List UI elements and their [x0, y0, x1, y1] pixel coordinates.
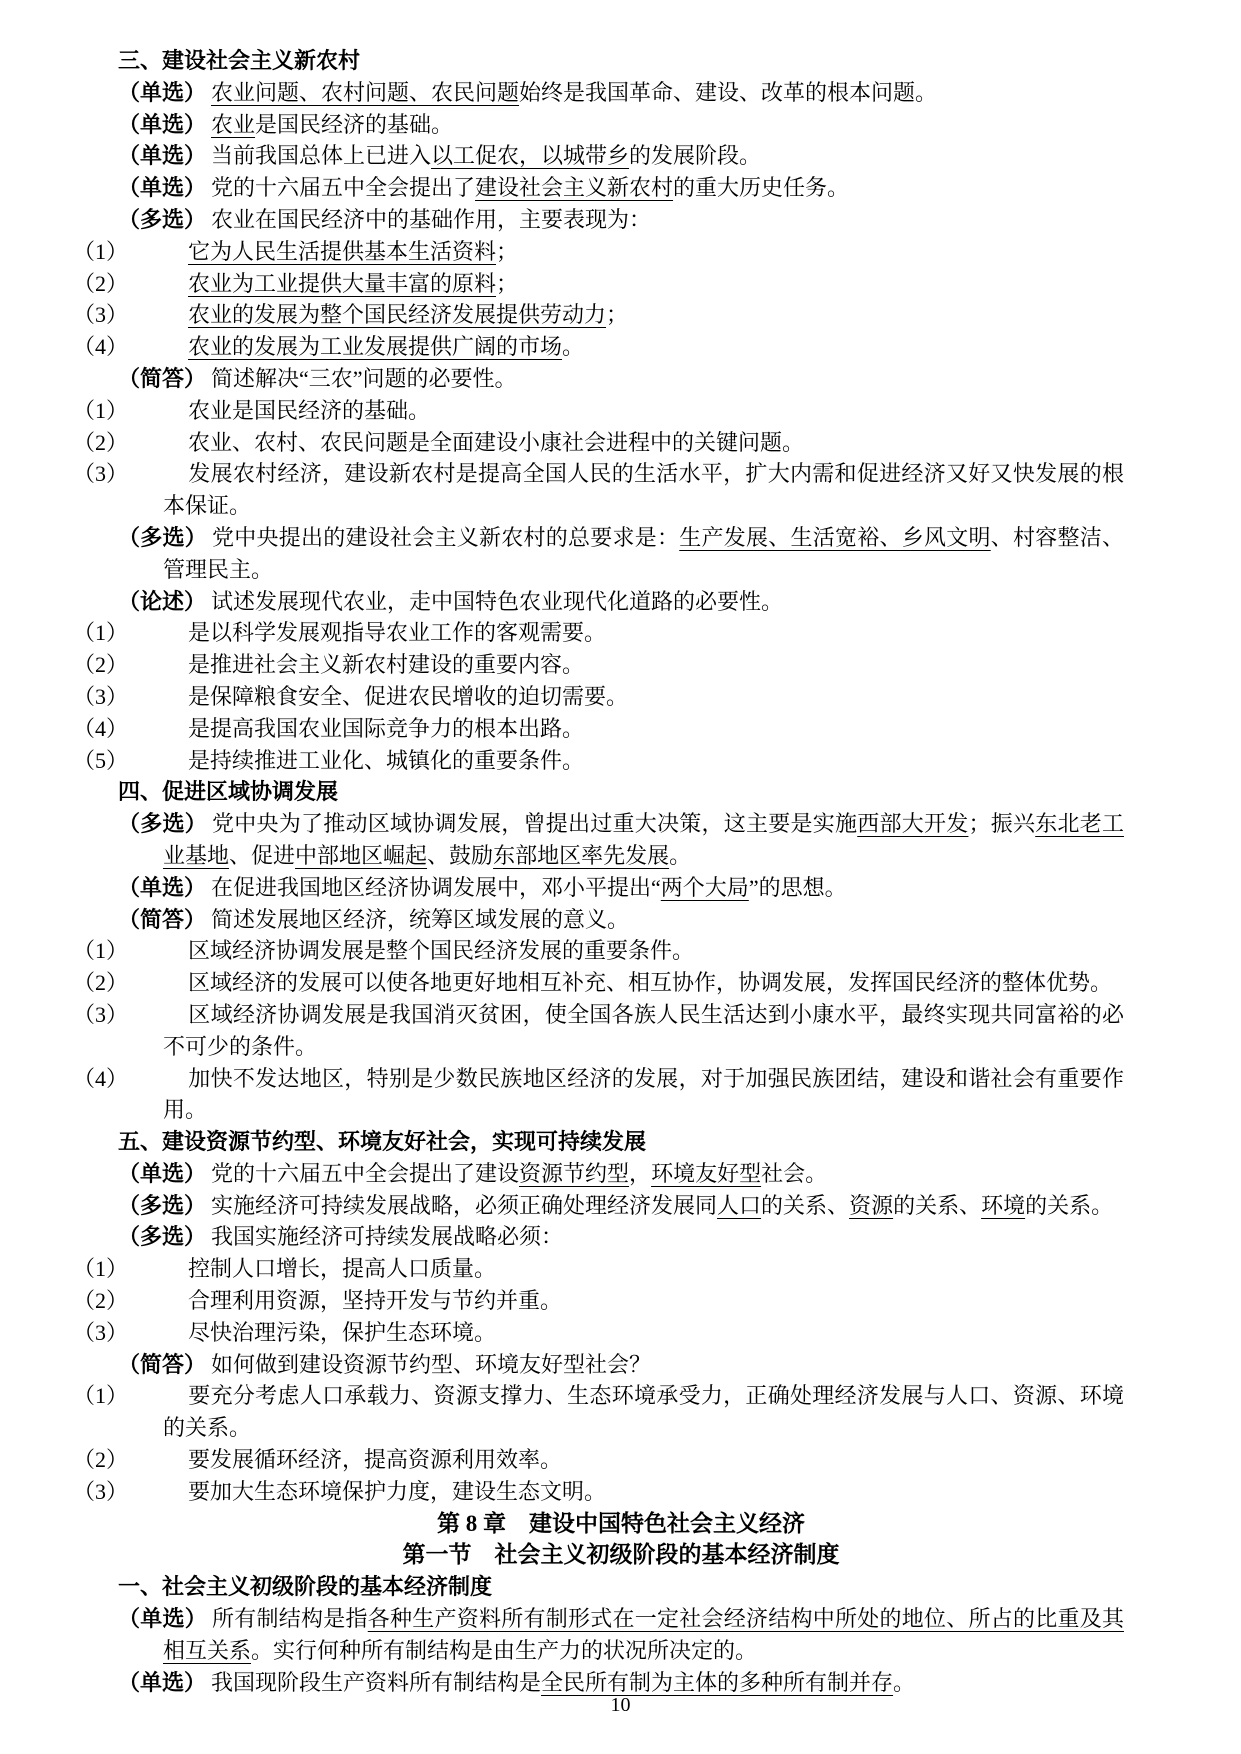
item-number: （2） [73, 1447, 129, 1473]
question-type-label: （多选） [118, 1224, 207, 1250]
answer-item-line [73, 999, 1124, 1063]
question-type-label: （单选） [118, 143, 207, 169]
key-term-underlined: 农业问题、农村问题、农民问题 [211, 79, 520, 105]
key-term-underlined: 环境 [981, 1192, 1026, 1218]
text-segment: 的重大历史任务。 [673, 175, 850, 201]
item-number: （4） [73, 334, 129, 360]
item-number: （3） [73, 1001, 129, 1027]
text-segment: 、促进 [229, 842, 296, 868]
key-term-underlined: 资源节约型 [519, 1160, 630, 1186]
question-type-label: （多选） [118, 811, 207, 837]
answer-item-line [73, 268, 1124, 300]
question-line [118, 586, 1124, 618]
key-term-underlined: 人口 [717, 1192, 762, 1218]
text-segment: ； [606, 302, 629, 328]
key-term-underlined: 以工促农，以城带乡 [431, 143, 630, 169]
question-line [118, 872, 1124, 904]
key-term-underlined: 中部地区崛起 [295, 842, 428, 868]
answer-item-line [73, 1317, 1124, 1349]
text-segment: 实施经济可持续发展战略，必须正确处理经济发展同 [211, 1192, 718, 1218]
answer-item-line [73, 236, 1124, 268]
text-segment: 当前我国总体上已进入 [211, 143, 432, 169]
text-segment: 区域经济协调发展是我国消灭贫困，使全国各族人民生活达到小康水平，最终实现共同富裕的必不可少的条件。 [163, 1001, 1124, 1059]
text-segment: 要充分考虑人口承载力、资源支撑力、生态环境承受力，正确处理经济发展与人口、资源、环境的关系。 [163, 1383, 1124, 1441]
question-line [118, 77, 1124, 109]
key-term-underlined: 生产发展、生活宽裕、乡风文明 [679, 524, 991, 550]
text-segment: 是国民经济的基础。 [255, 111, 454, 137]
text-segment: 农业是国民经济的基础。 [188, 397, 431, 423]
question-line [118, 522, 1124, 586]
question-type-label: （论述） [118, 588, 207, 614]
text-segment: ”的思想。 [748, 874, 847, 900]
key-term-underlined: 各种生产资料所有制形式在一定社会经济结构中所处的地位、所占的比重及其相互关系 [163, 1606, 1124, 1663]
key-term-underlined: 它为人民生活提供基本生活资料 [188, 238, 497, 264]
question-line [118, 172, 1124, 204]
text-segment: 是提高我国农业国际竞争力的根本出路。 [188, 715, 585, 741]
question-type-label: （简答） [118, 906, 207, 932]
text-segment: ；振兴 [968, 811, 1036, 837]
question-type-label: （单选） [118, 1160, 207, 1186]
text-segment: 党中央提出的建设社会主义新农村的总要求是： [212, 524, 680, 550]
text-segment: 、鼓励 [427, 842, 494, 868]
answer-item-line [73, 713, 1124, 745]
question-type-label: （单选） [118, 111, 207, 137]
key-term-underlined: 建设社会主义新农村 [475, 175, 674, 201]
item-number: （1） [73, 238, 129, 264]
text-segment: 区域经济协调发展是整个国民经济发展的重要条件。 [188, 938, 695, 964]
item-number: （1） [73, 1256, 129, 1282]
answer-item-line [73, 331, 1124, 363]
text-segment: 农业、农村、农民问题是全面建设小康社会进程中的关键问题。 [188, 429, 805, 455]
answer-item-line [73, 649, 1124, 681]
text-segment: 简述解决“三农”问题的必要性。 [211, 365, 517, 391]
question-type-label: （简答） [118, 365, 207, 391]
text-segment: 的关系、 [761, 1192, 850, 1218]
section-heading: 四、促进区域协调发展 [118, 779, 339, 805]
text-segment: 的关系。 [1025, 1192, 1114, 1218]
answer-item-line [73, 458, 1124, 522]
key-term-underlined: 农业为工业提供大量丰富的原料 [188, 270, 497, 296]
question-line [118, 1158, 1124, 1190]
text-segment: 。 [893, 1669, 916, 1695]
text-segment: 简述发展地区经济，统筹区域发展的意义。 [211, 906, 630, 932]
question-type-label: （多选） [118, 524, 207, 550]
text-segment: 所有制结构是指 [212, 1606, 368, 1632]
text-segment: 加快不发达地区，特别是少数民族地区经济的发展，对于加强民族团结，建设和谐社会有重要作用。 [163, 1065, 1124, 1123]
text-segment: 如何做到建设资源节约型、环境友好型社会？ [211, 1351, 652, 1377]
key-term-underlined: 两个大局 [660, 874, 749, 900]
question-type-label: （多选） [118, 206, 207, 232]
key-term-underlined: 农业的发展为工业发展提供广阔的市场 [188, 334, 563, 360]
answer-item-line [73, 745, 1124, 777]
question-type-label: （单选） [118, 79, 207, 105]
question-type-label: （单选） [118, 1669, 207, 1695]
text-segment: 我国现阶段生产资料所有制结构是 [211, 1669, 542, 1695]
text-segment: 。实行何种所有制结构是由生产力的状况所决定的。 [251, 1637, 758, 1663]
question-type-label: （单选） [118, 1606, 207, 1632]
item-number: （3） [73, 683, 129, 709]
question-line [118, 363, 1124, 395]
item-number: （4） [73, 1065, 129, 1091]
text-segment: 的发展阶段。 [629, 143, 762, 169]
answer-item-line [73, 681, 1124, 713]
item-number: （3） [73, 302, 129, 328]
question-line [118, 1190, 1124, 1222]
answer-item-line [73, 617, 1124, 649]
item-number: （1） [73, 620, 129, 646]
question-type-label: （简答） [118, 1351, 207, 1377]
text-segment: ； [496, 270, 519, 296]
page-footer [0, 1694, 1241, 1717]
text-segment: 社会。 [761, 1160, 828, 1186]
item-number: （5） [73, 747, 129, 773]
question-line [118, 1349, 1124, 1381]
question-type-label: （多选） [118, 1192, 207, 1218]
answer-item-line [73, 967, 1124, 999]
text-segment: 是以科学发展观指导农业工作的客观需要。 [188, 620, 607, 646]
text-segment: 要发展循环经济，提高资源利用效率。 [188, 1447, 563, 1473]
text-segment: ， [629, 1160, 652, 1186]
text-segment: 农业在国民经济中的基础作用，主要表现为： [211, 206, 652, 232]
text-segment: 是持续推进工业化、城镇化的重要条件。 [188, 747, 585, 773]
key-term-underlined: 农业 [211, 111, 256, 137]
item-number: （1） [73, 938, 129, 964]
text-segment: 尽快治理污染，保护生态环境。 [188, 1319, 497, 1345]
answer-item-line [73, 1444, 1124, 1476]
text-segment: 。 [669, 842, 692, 868]
answer-item-line [73, 427, 1124, 459]
item-number: （4） [73, 715, 129, 741]
key-term-underlined: 西部大开发 [857, 811, 969, 837]
text-segment: 党中央为了推动区域协调发展，曾提出过重大决策，这主要是实施 [212, 811, 858, 837]
text-segment: 在促进我国地区经济协调发展中，邓小平提出“ [211, 874, 661, 900]
section-heading: 三、建设社会主义新农村 [118, 48, 361, 73]
text-segment: 试述发展现代农业，走中国特色农业现代化道路的必要性。 [211, 588, 784, 614]
item-number: （3） [73, 1319, 129, 1345]
text-segment: ； [496, 238, 519, 264]
chapter-heading: 第一节 社会主义初级阶段的基本经济制度 [402, 1542, 840, 1568]
question-line [118, 204, 1124, 236]
answer-item-line [73, 935, 1124, 967]
key-term-underlined: 东部地区率先发展 [493, 842, 670, 868]
item-number: （2） [73, 429, 129, 455]
key-term-underlined: 环境友好型 [651, 1160, 762, 1186]
item-number: （3） [73, 461, 129, 487]
text-segment: 要加大生态环境保护力度，建设生态文明。 [188, 1478, 607, 1504]
page-number: 10 [610, 1694, 631, 1716]
text-segment: 。 [562, 334, 585, 360]
text-segment: 我国实施经济可持续发展战略必须： [211, 1224, 564, 1250]
item-number: （2） [73, 970, 129, 996]
key-term-underlined: 全民所有制为主体的多种所有制并存 [541, 1669, 894, 1695]
answer-item-line [73, 1253, 1124, 1285]
section-heading: 一、社会主义初级阶段的基本经济制度 [118, 1574, 493, 1600]
answer-item-line [73, 1476, 1124, 1508]
question-line [118, 1603, 1124, 1667]
question-line [118, 140, 1124, 172]
text-segment: 、村容整洁、管理民主。 [163, 524, 1124, 582]
answer-item-line [73, 1285, 1124, 1317]
text-segment: 合理利用资源，坚持开发与节约并重。 [188, 1288, 563, 1314]
text-segment: 是保障粮食安全、促进农民增收的迫切需要。 [188, 683, 629, 709]
text-segment: 的关系、 [893, 1192, 982, 1218]
answer-item-line [73, 1063, 1124, 1127]
item-number: （1） [73, 1383, 129, 1409]
text-segment: 党的十六届五中全会提出了 [211, 175, 476, 201]
text-segment: 是推进社会主义新农村建设的重要内容。 [188, 652, 585, 678]
question-line [118, 109, 1124, 141]
text-segment: 始终是我国革命、建设、改革的根本问题。 [519, 79, 938, 105]
question-line [118, 904, 1124, 936]
chapter-heading: 第 8 章 建设中国特色社会主义经济 [437, 1510, 805, 1536]
question-line [118, 808, 1124, 872]
question-type-label: （单选） [118, 874, 207, 900]
question-line [118, 1221, 1124, 1253]
section-heading: 五、建设资源节约型、环境友好社会，实现可持续发展 [118, 1129, 647, 1155]
answer-item-line [73, 1380, 1124, 1444]
item-number: （2） [73, 1288, 129, 1314]
text-segment: 发展农村经济，建设新农村是提高全国人民的生活水平，扩大内需和促进经济又好又快发展的根本保证。 [163, 461, 1124, 519]
question-type-label: （单选） [118, 175, 207, 201]
text-segment: 区域经济的发展可以使各地更好地相互补充、相互协作，协调发展，发挥国民经济的整体优势。 [188, 970, 1113, 996]
item-number: （1） [73, 397, 129, 423]
document-body [73, 45, 1124, 1698]
answer-item-line [73, 299, 1124, 331]
key-term-underlined: 资源 [849, 1192, 894, 1218]
answer-item-line [73, 395, 1124, 427]
key-term-underlined: 东北老工业基地 [163, 811, 1124, 868]
text-segment: 控制人口增长，提高人口质量。 [188, 1256, 497, 1282]
item-number: （3） [73, 1478, 129, 1504]
text-segment: 党的十六届五中全会提出了建设 [211, 1160, 520, 1186]
item-number: （2） [73, 270, 129, 296]
key-term-underlined: 农业的发展为整个国民经济发展提供劳动力 [188, 302, 607, 328]
item-number: （2） [73, 652, 129, 678]
